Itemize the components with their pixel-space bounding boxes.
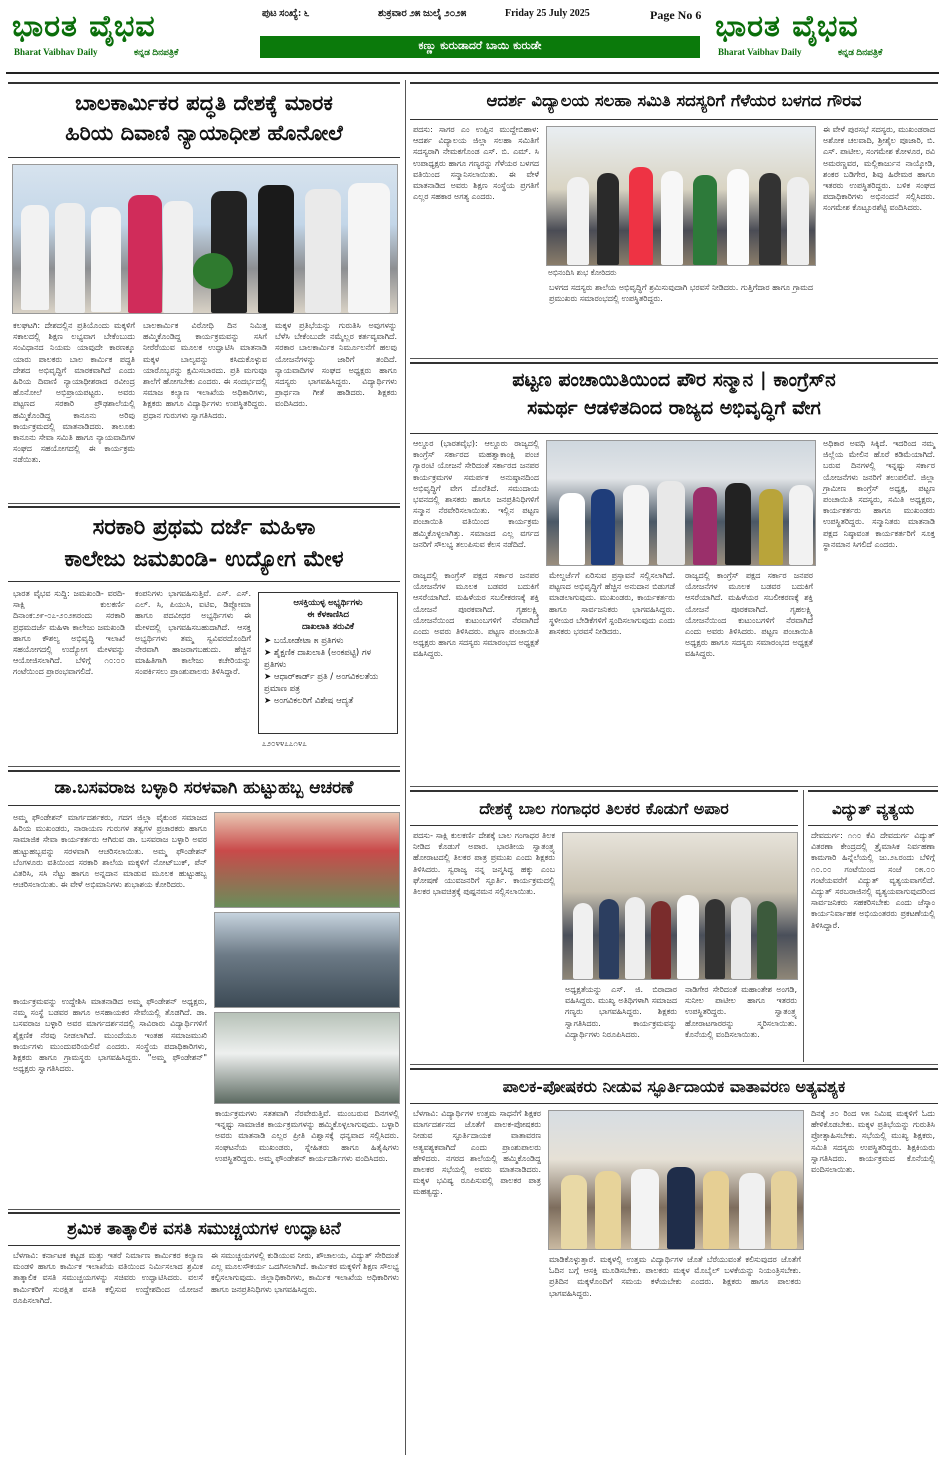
documents-item-label: ಆಧಾರ್‌ಕಾರ್ಡ್ ಪ್ರತಿ / ಅಂಗವಿಕಲತೆಯ ಪ್ರಮಾಣ ಪತ್ರ	[264, 672, 379, 694]
article-3-col-3b: ರಾಜ್ಯದಲ್ಲಿ ಕಾಂಗ್ರೆಸ್ ಪಕ್ಷದ ಸರ್ಕಾರ ಜನಪರ ಯೋಜನೆಗಳ ಮೂಲಕ ಬಡವರ ಬದುಕಿಗೆ ಆಸರೆಯಾಗಿದೆ. ಮಹಿಳೆಯರ ಸಬಲೀಕರಣಕ್ಕೆ ಶಕ್ತಿ ಯೋಜನೆ ಪೂರಕವಾಗಿದೆ. ಗೃಹಲಕ್ಷ್ಮಿ ಯೋಜನೆಯಿಂದ ಕುಟುಂಬಗಳಿಗೆ ನೆರವಾಗಿದೆ ಎಂದು ಅವರು ತಿಳಿಸಿದರು. ಪಟ್ಟಣ ಪಂಚಾಯಿತಿ ಅಧ್ಯಕ್ಷರು ಹಾಗೂ ಸದಸ್ಯರು ಸಮಾರಂಭದ ಅಧ್ಯಕ್ಷತೆ ವಹಿಸಿದ್ದರು.	[685, 571, 813, 659]
article-9-col-1: ಬೆಳಗಾವಿ: ಕರ್ನಾಟಕ ಕಟ್ಟಡ ಮತ್ತು ಇತರೆ ನಿರ್ಮಾಣ ಕಾರ್ಮಿಕರ ಕಲ್ಯಾಣ ಮಂಡಳಿ ಹಾಗೂ ಕಾರ್ಮಿಕ ಇಲಾಖೆಯ ವತಿಯಿಂದ ನಿರ್ಮಿಸಲಾದ ಶ್ರಮಿಕ ತಾತ್ಕಾಲಿಕ ವಸತಿ ಸಮುಚ್ಚಯಗಳನ್ನು ಸಚಿವರು ಉದ್ಘಾಟಿಸಿದರು. ವಲಸೆ ಕಾರ್ಮಿಕರಿಗೆ ಸುರಕ್ಷಿತ ವಸತಿ ಕಲ್ಪಿಸುವ ಉದ್ದೇಶದಿಂದ ಯೋಜನೆ ರೂಪಿಸಲಾಗಿದೆ.	[13, 1251, 203, 1305]
documents-box-item: ➤ ಬಯೋಡೇಟಾ ೫ ಪ್ರತಿಗಳು	[264, 636, 344, 646]
article-5-photo-2	[214, 912, 400, 1008]
masthead-subtitle-en-right: Bharat Vaibhav Daily	[718, 47, 802, 57]
masthead-subtitle-kn-left: ಕನ್ನಡ ದಿನಪತ್ರಿಕೆ	[134, 47, 179, 57]
article-6-photo	[562, 832, 798, 980]
article-5-top-text: ಅಮ್ಮ ಫೌಂಡೇಶನ್ ಮಾರ್ಗದರ್ಶಕರು, ಗದಗ ಜಿಲ್ಲಾ ವೈಕುಂಠ ಸಮಾಜದ ಹಿರಿಯ ಮುಖಂಡರು, ನಾರಾಯಣ ಗುರುಗಳ ತತ್ವಗಳ ಪ್ರಚಾರಕರು ಹಾಗೂ ಸಾಮಾಜಿಕ ಸೇವಾ ಕಾರ್ಯಕರ್ತರು ಆಗಿರುವ ಡಾ. ಬಸವರಾಜ ಬಳ್ಳಾರಿ ಅವರ ಹುಟ್ಟುಹಬ್ಬವನ್ನು ಸರಳವಾಗಿ ಆಚರಿಸಲಾಯಿತು. ಅಮ್ಮ ಫೌಂಡೇಶನ್ ಬೆಂಗಳೂರು ವತಿಯಿಂದ ಸರಕಾರಿ ಶಾಲೆಯ ಮಕ್ಕಳಿಗೆ ನೋಟ್‌ಬುಕ್, ಪೆನ್ ವಿತರಿಸಿ, ಸಸಿ ನೆಟ್ಟು ಹಾಗೂ ಅನ್ನದಾನ ಮಾಡುವ ಮೂಲಕ ಹುಟ್ಟುಹಬ್ಬ ಆಚರಿಸಲಾಯಿತು. ಈ ವೇಳೆ ಅಭಿಮಾನಿಗಳು ಶುಭಾಶಯ ಕೋರಿದರು.	[13, 813, 207, 890]
documents-item-label: ಬಯೋಡೇಟಾ ೫ ಪ್ರತಿಗಳು	[273, 636, 344, 646]
article-8-photo	[548, 1110, 804, 1250]
article-4-headline-line1: ಸರಕಾರಿ ಪ್ರಥಮ ದರ್ಜೆ ಮಹಿಳಾ	[92, 514, 316, 540]
article-7-headline: ವಿದ್ಯುತ್ ವ್ಯತ್ಯಯ	[831, 800, 915, 818]
article-3-headline-line2: ಸಮರ್ಥ ಆಡಳಿತದಿಂದ ರಾಜ್ಯದ ಅಭಿವೃದ್ಧಿಗೆ ವೇಗ	[527, 396, 821, 419]
article-5-photo-3	[214, 1012, 400, 1104]
documents-box-item: ➤ ಅಂಗವಿಕಲರಿಗೆ ವಿಶೇಷ ಆದ್ಯತೆ	[264, 696, 354, 706]
article-4-col-2: ಕಂಪನಿಗಳು ಭಾಗವಹಿಸುತ್ತಿವೆ. ಎಸ್. ಎಸ್. ಎಲ್. ಸಿ, ಪಿಯುಸಿ, ಐಟಿಐ, ಡಿಪ್ಲೋಮಾ ಹಾಗೂ ಪದವೀಧರ ಅಭ್ಯರ್ಥಿಗಳು ಈ ಮೇಳದಲ್ಲಿ ಭಾಗವಹಿಸಬಹುದಾಗಿದೆ. ಆಸಕ್ತ ಅಭ್ಯರ್ಥಿಗಳು ತಮ್ಮ ಸ್ವವಿವರದೊಂದಿಗೆ ನೇರವಾಗಿ ಹಾಜರಾಗಬಹುದು. ಹೆಚ್ಚಿನ ಮಾಹಿತಿಗಾಗಿ ಕಾಲೇಜು ಕಚೇರಿಯನ್ನು ಸಂಪರ್ಕಿಸಲು ಪ್ರಾಂಶುಪಾಲರು ತಿಳಿಸಿದ್ದಾರೆ.	[135, 589, 251, 677]
documents-box-item: ➤ ಆಧಾರ್‌ಕಾರ್ಡ್ ಪ್ರತಿ / ಅಂಗವಿಕಲತೆಯ ಪ್ರಮಾಣ ಪತ್ರ	[264, 672, 379, 694]
page-column-divider	[405, 80, 406, 1455]
article-1-headline-box	[8, 82, 400, 158]
article-3-col-3: ಮೇಲ್ದರ್ಜೆಗೆ ಏರಿಸುವ ಪ್ರಸ್ತಾವನೆ ಸಲ್ಲಿಸಲಾಗಿದೆ. ಪಟ್ಟಣದ ಅಭಿವೃದ್ಧಿಗೆ ಹೆಚ್ಚಿನ ಅನುದಾನ ಬಿಡುಗಡೆ ಮಾಡಲಾಗುವುದು. ಮುಖಂಡರು, ಕಾರ್ಯಕರ್ತರು ಹಾಗೂ ಸಾರ್ವಜನಿಕರು ಭಾಗವಹಿಸಿದ್ದರು. ಸ್ಥಳೀಯರ ಬೇಡಿಕೆಗಳಿಗೆ ಸ್ಪಂದಿಸಲಾಗುವುದು ಎಂದು ಶಾಸಕರು ಭರವಸೆ ನೀಡಿದರು.	[549, 571, 675, 637]
documents-box-item: ➤ ಶೈಕ್ಷಣಿಕ ದಾಖಲಾತಿ (ಅಂಕಪಟ್ಟಿ) ಗಳ ಪ್ರತಿಗಳು	[264, 648, 372, 670]
article-3-headline-box	[410, 362, 938, 434]
article-8-col-3: ದಿನಕ್ಕೆ ೨೦ ರಿಂದ ೪೫ ನಿಮಿಷ ಮಕ್ಕಳಿಗೆ ಓದು ಹೇಳಿಕೊಡಬೇಕು. ಮಕ್ಕಳ ಪ್ರತಿಭೆಯನ್ನು ಗುರುತಿಸಿ ಪ್ರೋತ್ಸಾಹಿಸಬೇಕು. ಸಭೆಯಲ್ಲಿ ಮುಖ್ಯ ಶಿಕ್ಷಕರು, ಸಮಿತಿ ಸದಸ್ಯರು ಉಪಸ್ಥಿತರಿದ್ದರು. ಶಿಕ್ಷಕಿಯರು ಸ್ವಾಗತಿಸಿದರು. ಕಾರ್ಯಕ್ರಮದ ಕೊನೆಯಲ್ಲಿ ವಂದಿಸಲಾಯಿತು.	[811, 1109, 935, 1175]
article-3-col-1: ಆಲ್ದೂರ (ಭಾರತವೈಭ): ಆಲ್ದೂರು ರಾಜ್ಯದಲ್ಲಿ ಕಾಂಗ್ರೆಸ್ ಸರ್ಕಾರದ ಮಹತ್ವಾಕಾಂಕ್ಷಿ ಪಂಚ ಗ್ಯಾರಂಟಿ ಯೋಜನೆ ಸೇರಿದಂತೆ ಸರ್ಕಾರದ ಜನಪರ ಕಾರ್ಯಕ್ರಮಗಳ ಸಮರ್ಪಕ ಅನುಷ್ಠಾನದಿಂದ ಅಭಿವೃದ್ಧಿಗೆ ವೇಗ ದೊರೆತಿದೆ. ಸಮುದಾಯ ಭವನದಲ್ಲಿ ಶಾಸಕರು ಹಾಗೂ ಜನಪ್ರತಿನಿಧಿಗಳಿಗೆ ಸನ್ಮಾನ ನೆರವೇರಿಸಲಾಯಿತು. ಇಲ್ಲಿನ ಪಟ್ಟಣ ಪಂಚಾಯಿತಿ ವತಿಯಿಂದ ಕಾರ್ಯಕ್ರಮ ಹಮ್ಮಿಕೊಳ್ಳಲಾಗಿತ್ತು. ಸಮಾಜದ ಎಲ್ಲ ವರ್ಗದ ಜನರಿಗೆ ಸೌಲಭ್ಯ ತಲುಪಿಸುವ ಕೆಲಸ ನಡೆದಿದೆ.	[413, 439, 539, 549]
article-9-col-2: ಈ ಸಮುಚ್ಚಯಗಳಲ್ಲಿ ಕುಡಿಯುವ ನೀರು, ಶೌಚಾಲಯ, ವಿದ್ಯುತ್ ಸೇರಿದಂತೆ ಎಲ್ಲ ಮೂಲಸೌಕರ್ಯ ಒದಗಿಸಲಾಗಿದೆ. ಕಾರ್ಮಿಕರ ಮಕ್ಕಳಿಗೆ ಶಿಕ್ಷಣ ಸೌಲಭ್ಯ ಕಲ್ಪಿಸಲಾಗುವುದು. ಜಿಲ್ಲಾಧಿಕಾರಿಗಳು, ಕಾರ್ಮಿಕ ಇಲಾಖೆಯ ಅಧಿಕಾರಿಗಳು ಹಾಗೂ ಜನಪ್ರತಿನಿಧಿಗಳು ಭಾಗವಹಿಸಿದ್ದರು.	[211, 1251, 399, 1294]
article-1-col-3: ಮಕ್ಕಳ ಪ್ರತಿಭೆಯನ್ನು ಗುರುತಿಸಿ ಅವುಗಳನ್ನು ಬೆಳೆಸಿ ಬೇಕೆಂಬುದೇ ನಮ್ಮೆಲ್ಲರ ಕರ್ತವ್ಯವಾಗಿದೆ. ಸರಕಾರ ಬಾಲಕಾರ್ಮಿಕ ನಿರ್ಮೂಲನೆಗೆ ಹಲವು ಯೋಜನೆಗಳನ್ನು ಜಾರಿಗೆ ತಂದಿದೆ. ನ್ಯಾಯವಾದಿಗಳ ಸಂಘದ ಅಧ್ಯಕ್ಷರು ಹಾಗೂ ಸದಸ್ಯರು ಭಾಗವಹಿಸಿದ್ದರು. ವಿದ್ಯಾರ್ಥಿಗಳು ಪ್ರಾರ್ಥನಾ ಗೀತೆ ಹಾಡಿದರು. ಶಿಕ್ಷಕರು ವಂದಿಸಿದರು.	[275, 321, 397, 409]
article-5-headline-box	[8, 770, 400, 806]
article-1-col-1: ಕಲಘಟಗಿ: ದೇಶದಲ್ಲಿನ ಪ್ರತಿಯೊಂದು ಮಕ್ಕಳಿಗೆ ಸಕಾಲದಲ್ಲಿ ಶಿಕ್ಷಣ ಲಭ್ಯವಾಗ ಬೇಕೆಂಬುದು ಸಂವಿಧಾನದ ನಿಯಮ ಯಾವುದೇ ಕಾರಣಕ್ಕೂ ಯಾರು ಪಾಲಕರು ಬಾಲ ಕಾರ್ಮಿಕ ಪದ್ಧತಿ ದೇಶದ ಅಭಿವೃದ್ಧಿಗೆ ಮಾರಕವಾಗಿದೆ ಎಂದು ಹಿರಿಯ ದಿವಾಣಿ ನ್ಯಾಯಾಧೀಶರಾದ ರವೀಂದ್ರ ಹೊನೋಲೆ ಅಭಿಪ್ರಾಯಪಟ್ಟರು. ಅವರು ಪಟ್ಟಣದ ಸರಕಾರಿ ಪ್ರೌಢಶಾಲೆಯಲ್ಲಿ ಹಮ್ಮಿಕೊಂಡಿದ್ದ ಕಾನೂನು ಅರಿವು ಕಾರ್ಯಕ್ರಮದಲ್ಲಿ ಮಾತನಾಡಿದರು. ತಾಲೂಕು ಕಾನೂನು ಸೇವಾ ಸಮಿತಿ ಹಾಗೂ ನ್ಯಾಯವಾದಿಗಳ ಸಂಘದ ಸಹಯೋಗದಲ್ಲಿ ಈ ಕಾರ್ಯಕ್ರಮ ನಡೆಯಿತು.	[13, 321, 135, 465]
article-8-headline: ಪಾಲಕ-ಪೋಷಕರು ನೀಡುವ ಸ್ಫೂರ್ತಿದಾಯಕ ವಾತಾವರಣ ಅತ್ಯವಶ್ಯಕ	[502, 1077, 846, 1096]
tagline-bar: ಕಣ್ಣು ಕುರುಡಾದರೆ ಬಾಯಿ ಕುರುಡೇ	[260, 36, 700, 58]
article-3-col-2: ರಾಜ್ಯದಲ್ಲಿ ಕಾಂಗ್ರೆಸ್ ಪಕ್ಷದ ಸರ್ಕಾರ ಜನಪರ ಯೋಜನೆಗಳ ಮೂಲಕ ಬಡವರ ಬದುಕಿಗೆ ಆಸರೆಯಾಗಿದೆ. ಮಹಿಳೆಯರ ಸಬಲೀಕರಣಕ್ಕೆ ಶಕ್ತಿ ಯೋಜನೆ ಪೂರಕವಾಗಿದೆ. ಗೃಹಲಕ್ಷ್ಮಿ ಯೋಜನೆಯಿಂದ ಕುಟುಂಬಗಳಿಗೆ ನೆರವಾಗಿದೆ ಎಂದು ಅವರು ತಿಳಿಸಿದರು. ಪಟ್ಟಣ ಪಂಚಾಯಿತಿ ಅಧ್ಯಕ್ಷರು ಹಾಗೂ ಸದಸ್ಯರು ಸಮಾರಂಭದ ಅಧ್ಯಕ್ಷತೆ ವಹಿಸಿದ್ದರು.	[413, 571, 539, 659]
rule-left-2	[8, 766, 400, 767]
rule-right-3	[410, 1064, 938, 1065]
article-8-headline-box	[410, 1068, 938, 1104]
article-8-col-1: ಬೆಳಗಾವಿ: ವಿದ್ಯಾರ್ಥಿಗಳ ಉತ್ತಮ ಸಾಧನೆಗೆ ಶಿಕ್ಷಕರ ಮಾರ್ಗದರ್ಶನದ ಜೊತೆಗೆ ಪಾಲಕ-ಪೋಷಕರು ನೀಡುವ ಸ್ಫೂರ್ತಿದಾಯಕ ವಾತಾವರಣ ಅತ್ಯವಶ್ಯಕವಾಗಿದೆ ಎಂದು ಪ್ರಾಂಶುಪಾಲರು ಹೇಳಿದರು. ನಗರದ ಶಾಲೆಯಲ್ಲಿ ಹಮ್ಮಿಕೊಂಡಿದ್ದ ಪಾಲಕರ ಸಭೆಯಲ್ಲಿ ಅವರು ಮಾತನಾಡಿದರು. ಮಕ್ಕಳ ಭವಿಷ್ಯ ರೂಪಿಸುವಲ್ಲಿ ಪಾಲಕರ ಪಾತ್ರ ಮಹತ್ವದ್ದು.	[413, 1109, 541, 1197]
article-3-headline-line1: ಪಟ್ಟಣ ಪಂಚಾಯಿತಿಯಿಂದ ಪೌರ ಸನ್ಮಾನ | ಕಾಂಗ್ರೆಸ್‌ನ	[512, 369, 836, 391]
documents-box-title-3: ದಾಖಲಾತಿ ತರುವಿಕೆ	[301, 622, 354, 632]
article-7-headline-box	[808, 790, 938, 826]
article-5-right-text: ಕಾರ್ಯಕ್ರಮಗಳು ಸತತವಾಗಿ ನೆರವೇರುತ್ತಿವೆ. ಮುಂಬರುವ ದಿನಗಳಲ್ಲಿ ಇನ್ನಷ್ಟು ಸಾಮಾಜಿಕ ಕಾರ್ಯಕ್ರಮಗಳನ್ನು ಹಮ್ಮಿಕೊಳ್ಳಲಾಗುವುದು. ಬಳ್ಳಾರಿ ಅವರು ಮಾತನಾಡಿ ಎಲ್ಲರ ಪ್ರೀತಿ ವಿಶ್ವಾಸಕ್ಕೆ ಧನ್ಯವಾದ ಸಲ್ಲಿಸಿದರು. ಸಂಘಟನೆಯ ಮುಖಂಡರು, ಸ್ನೇಹಿತರು ಹಾಗೂ ಹಿತೈಷಿಗಳು ಉಪಸ್ಥಿತರಿದ್ದರು. ಅಮ್ಮ ಫೌಂಡೇಶನ್ ಕಾರ್ಯದರ್ಶಿಗಳು ವಂದಿಸಿದರು.	[215, 1109, 399, 1163]
documents-box-title-1: ಆಸಕ್ತಿಯುಳ್ಳ ಅಭ್ಯರ್ಥಿಗಳು	[293, 598, 363, 608]
article-1-headline-line2: ಹಿರಿಯ ದಿವಾಣಿ ನ್ಯಾಯಾಧೀಶ ಹೊನೋಲೆ	[65, 120, 343, 146]
article-6-headline: ದೇಶಕ್ಕೆ ಬಾಲ ಗಂಗಾಧರ ತಿಲಕರ ಕೊಡುಗೆ ಅಪಾರ	[479, 799, 729, 818]
article-7-body: ದೇವದುರ್ಗ: ೧೧೦ ಕೆವಿ ದೇವದುರ್ಗ ವಿದ್ಯುತ್ ವಿತರಣಾ ಕೇಂದ್ರದಲ್ಲಿ ತ್ರೈಮಾಸಿಕ ನಿರ್ವಹಣಾ ಕಾಮಗಾರಿ ಹಿನ್ನೆಲೆಯಲ್ಲಿ ಜು.೨೬ರಂದು ಬೆಳಿಗ್ಗೆ ೧೦.೦೦ ಗಂಟೆಯಿಂದ ಸಂಜೆ ೦೫.೦೦ ಗಂಟೆಯವರೆಗೆ ವಿದ್ಯುತ್ ವ್ಯತ್ಯಯವಾಗಲಿದೆ. ವಿದ್ಯುತ್ ಸರಬರಾಜಿನಲ್ಲಿ ವ್ಯತ್ಯಯವಾಗುವುದರಿಂದ ಸಾರ್ವಜನಿಕರು ಸಹಕರಿಸಬೇಕು ಎಂದು ಜೆಸ್ಕಾಂ ಕಾರ್ಯನಿರ್ವಾಹಕ ಅಭಿಯಂತರರು ಪ್ರಕಟಣೆಯಲ್ಲಿ ತಿಳಿಸಿದ್ದಾರೆ.	[811, 831, 935, 930]
article-4-headline-line2: ಕಾಲೇಜು ಜಮಖಂಡಿ- ಉದ್ಯೋಗ ಮೇಳ	[64, 545, 344, 572]
article-6-col-2: ಅಧ್ಯಕ್ಷತೆಯನ್ನು ಎಸ್. ಜಿ. ಬಿರಾದಾರ ವಹಿಸಿದ್ದರು. ಮುಖ್ಯ ಅತಿಥಿಗಳಾಗಿ ಸಮಾಜದ ಗಣ್ಯರು ಭಾಗವಹಿಸಿದ್ದರು. ಶಿಕ್ಷಕರು ಸ್ವಾಗತಿಸಿದರು. ಕಾರ್ಯಕ್ರಮವನ್ನು ವಿದ್ಯಾರ್ಥಿಗಳು ನಿರೂಪಿಸಿದರು.	[565, 985, 677, 1039]
article-2-headline-box	[410, 82, 938, 120]
article-1-col-2: ಬಾಲಕಾರ್ಮಿಕ ವಿರೋಧಿ ದಿನ ನಿಮಿತ್ತ ಹಮ್ಮಿಕೊಂಡಿದ್ದ ಕಾರ್ಯಕ್ರಮವನ್ನು ಸಸಿಗೆ ನೀರೆರೆಯುವ ಮೂಲಕ ಉದ್ಘಾಟಿಸಿ ಮಾತನಾಡಿ ಮಕ್ಕಳ ಬಾಲ್ಯವನ್ನು ಕಸಿದುಕೊಳ್ಳುವ ಯಾರೊಬ್ಬರನ್ನು ಕ್ಷಮಿಸಬಾರದು. ಪ್ರತಿ ಮಗುವೂ ಶಾಲೆಗೆ ಹೋಗಬೇಕು ಎಂದರು. ಈ ಸಂದರ್ಭದಲ್ಲಿ ಸಮಾಜ ಕಲ್ಯಾಣ ಇಲಾಖೆಯ ಅಧಿಕಾರಿಗಳು, ಶಿಕ್ಷಕರು ಹಾಗೂ ವಿದ್ಯಾರ್ಥಿಗಳು ಉಪಸ್ಥಿತರಿದ್ದರು. ಪ್ರಧಾನ ಗುರುಗಳು ಸ್ವಾಗತಿಸಿದರು.	[143, 321, 267, 420]
documents-item-label: ಅಂಗವಿಕಲರಿಗೆ ವಿಶೇಷ ಆದ್ಯತೆ	[273, 696, 354, 706]
article-3-photo	[546, 440, 816, 566]
article-6-headline-box	[410, 790, 798, 826]
article-2-col-2: ಬಳಗದ ಸದಸ್ಯರು ಶಾಲೆಯ ಅಭಿವೃದ್ಧಿಗೆ ಶ್ರಮಿಸುವುದಾಗಿ ಭರವಸೆ ನೀಡಿದರು. ಗುತ್ತಿಗೆದಾರ ಹಾಗೂ ಗ್ರಾಮದ ಪ್ರಮುಖರು ಸಮಾರಂಭದಲ್ಲಿ ಉಪಸ್ಥಿತರಿದ್ದರು.	[549, 283, 813, 304]
article-4-headline-box	[8, 506, 400, 582]
documents-box-title-2: ಈ ಕೆಳಕಾಣಿಸಿದ	[307, 610, 349, 620]
article-3-col-4: ಅಧಿಕಾರ ಅವಧಿ ಸಿಕ್ಕಿದೆ. ಇದರಿಂದ ನಮ್ಮ ಜಿಲ್ಲೆಯ ಮೇಲಿನ ಹೊರೆ ಕಡಿಮೆಯಾಗಿದೆ. ಬರುವ ದಿನಗಳಲ್ಲಿ ಇನ್ನಷ್ಟು ಸರ್ಕಾರ ಯೋಜನೆಗಳು ಜನರಿಗೆ ತಲುಪಲಿವೆ. ಜಿಲ್ಲಾ ಗ್ರಾಮೀಣ ಕಾಂಗ್ರೆಸ್ ಅಧ್ಯಕ್ಷ, ಪಟ್ಟಣ ಪಂಚಾಯಿತಿ ಸದಸ್ಯರು, ಸಮಿತಿ ಅಧ್ಯಕ್ಷರು, ಕಾರ್ಯಕರ್ತರು ಹಾಗೂ ಮುಖಂಡರು ಉಪಸ್ಥಿತರಿದ್ದರು. ಸನ್ಮಾನಿತರು ಮಾತನಾಡಿ ಪಕ್ಷದ ನಿಷ್ಠಾವಂತ ಕಾರ್ಯಕರ್ತರಿಗೆ ಸೂಕ್ತ ಸ್ಥಾನಮಾನ ಸಿಗಲಿದೆ ಎಂದರು.	[823, 439, 935, 549]
page-number: Page No 6	[650, 8, 702, 22]
date-kannada: ಶುಕ್ರವಾರ ೨೫ ಜುಲೈ ೨೦೨೫	[378, 8, 467, 19]
article-5-photo-1	[214, 812, 400, 908]
rule-left-1	[8, 503, 400, 504]
article-6-col-1: ಪದಸು- ಸಾಕ್ಷಿ ಕುಲಕರ್ಣಿ ದೇಶಕ್ಕೆ ಬಾಲ ಗಂಗಾಧರ ತಿಲಕ ನೀಡಿದ ಕೊಡುಗೆ ಅಪಾರ. ಭಾರತೀಯ ಸ್ವಾತಂತ್ರ್ಯ ಹೋರಾಟದಲ್ಲಿ ತಿಲಕರ ಪಾತ್ರ ಪ್ರಮುಖ ಎಂದು ಶಿಕ್ಷಕರು ತಿಳಿಸಿದರು. ಸ್ವರಾಜ್ಯ ನನ್ನ ಜನ್ಮಸಿದ್ಧ ಹಕ್ಕು ಎಂಬ ಘೋಷಣೆ ಯುವಜನರಿಗೆ ಸ್ಫೂರ್ತಿ. ಕಾರ್ಯಕ್ರಮದಲ್ಲಿ ತಿಲಕರ ಭಾವಚಿತ್ರಕ್ಕೆ ಪುಷ್ಪನಮನ ಸಲ್ಲಿಸಲಾಯಿತು.	[413, 831, 555, 897]
article-4-footer-phone: ೭೨೦೪೪೭೭೧೪೭	[262, 739, 307, 748]
article-8-col-2: ಮಾಡಿಕೊಳ್ಳುತ್ತಾರೆ. ಮಕ್ಕಳಲ್ಲಿ ಉತ್ತಮ ವಿದ್ಯಾರ್ಥಿಗಳ ಜೊತೆ ಬೆರೆಯುವಂತೆ ಕಲಿಸುವುದರ ಜೊತೆಗೆ ಓದಿನ ಬಗ್ಗೆ ಆಸಕ್ತಿ ಮೂಡಿಸಬೇಕು. ಪಾಲಕರು ಮಕ್ಕಳ ಮೊಬೈಲ್ ಬಳಕೆಯನ್ನು ನಿಯಂತ್ರಿಸಬೇಕು. ಪ್ರತಿದಿನ ಮಕ್ಕಳೊಂದಿಗೆ ಸಮಯ ಕಳೆಯಬೇಕು ಎಂದರು. ಶಿಕ್ಷಕರು ಹಾಗೂ ಪಾಲಕರು ಭಾಗವಹಿಸಿದ್ದರು.	[549, 1255, 801, 1298]
rule-left-3	[8, 1209, 400, 1210]
rule-right-2	[410, 786, 938, 787]
documents-item-label: ಶೈಕ್ಷಣಿಕ ದಾಖಲಾತಿ (ಅಂಕಪಟ್ಟಿ) ಗಳ ಪ್ರತಿಗಳು	[264, 648, 372, 670]
article-5-left-text: ಕಾರ್ಯಕ್ರಮವನ್ನು ಉದ್ದೇಶಿಸಿ ಮಾತನಾಡಿದ ಅಮ್ಮ ಫೌಂಡೇಶನ್ ಅಧ್ಯಕ್ಷರು, ನಮ್ಮ ಸಂಸ್ಥೆ ಬಡವರ ಹಾಗೂ ಅಸಹಾಯಕರ ಸೇವೆಯಲ್ಲಿ ತೊಡಗಿದೆ. ಡಾ. ಬಸವರಾಜ ಬಳ್ಳಾರಿ ಅವರ ಮಾರ್ಗದರ್ಶನದಲ್ಲಿ ಸಾವಿರಾರು ವಿದ್ಯಾರ್ಥಿಗಳಿಗೆ ಶೈಕ್ಷಣಿಕ ನೆರವು ನೀಡಲಾಗಿದೆ. ಮುಂದೆಯೂ ಇಂತಹ ಸಮಾಜಮುಖಿ ಕಾರ್ಯಗಳು ಮುಂದುವರಿಯಲಿವೆ ಎಂದರು. ಸಂಸ್ಥೆಯ ಪದಾಧಿಕಾರಿಗಳು, ಶಿಕ್ಷಕರು ಹಾಗೂ ಗ್ರಾಮಸ್ಥರು ಭಾಗವಹಿಸಿದ್ದರು. "ಅಮ್ಮ ಫೌಂಡೇಶನ್" ಅಧ್ಯಕ್ಷರು ಸ್ವಾಗತಿಸಿದರು.	[13, 997, 207, 1074]
masthead-divider	[6, 72, 939, 74]
article-2-photo-caption: ಅಭಿನಂದಿಸಿ ಶುಭ ಕೋರಿದರು	[548, 268, 617, 277]
article-7-divider	[803, 790, 804, 1062]
article-1-photo	[12, 164, 398, 314]
article-2-col-3: ಈ ವೇಳೆ ಪುರಸಭೆ ಸದಸ್ಯರು, ಮುಖಂಡರಾದ ಅಶೋಕ ಚಲವಾದಿ, ಶ್ರೀಶೈಲ ಪೂಜಾರಿ, ಬಿ. ಎಸ್. ಪಾಟೀಲ, ಸಂಗಮೇಶ ಕೋಳೂರ, ರವಿ ಅಮರಣ್ಣವರ, ಮಲ್ಲಿಕಾರ್ಜುನ ನಾಯ್ಕೋಡಿ, ಶಂಕರ ಬಡಿಗೇರ, ಶಿವು ಹಿರೇಮಠ ಹಾಗೂ ಇತರರು ಉಪಸ್ಥಿತರಿದ್ದರು. ಬಳಿಕ ಸಂಘದ ಪದಾಧಿಕಾರಿಗಳು ಅಭಿನಂದನೆ ಸಲ್ಲಿಸಿದರು. ಸಂಗಮೇಶ ಕೊಟ್ಟೂರಶೆಟ್ಟಿ ವಂದಿಸಿದರು.	[823, 125, 935, 213]
article-9-headline: ಶ್ರಮಿಕ ತಾತ್ಕಾಲಿಕ ವಸತಿ ಸಮುಚ್ಚಯಗಳ ಉದ್ಘಾಟನೆ	[67, 1219, 341, 1239]
masthead-subtitle-kn-right: ಕನ್ನಡ ದಿನಪತ್ರಿಕೆ	[838, 47, 883, 57]
article-4-col-1: ಭಾರತ ವೈಭವ ಸುದ್ದಿ: ಜಮಖಂಡಿ- ವರದಿ- ಸಾಕ್ಷಿ ಕುಲಕರ್ಣಿ ದಿನಾಂಕ:೨೯-೦೭-೨೦೨೫ರಂದು ಸರಕಾರಿ ಪ್ರಥಮದರ್ಜೆ ಮಹಿಳಾ ಕಾಲೇಜು ಜಮಖಂಡಿ ಹಾಗೂ ಕೌಶಲ್ಯ ಅಭಿವೃದ್ಧಿ ಇಲಾಖೆ ಸಹಯೋಗದಲ್ಲಿ ಉದ್ಯೋಗ ಮೇಳವನ್ನು ಆಯೋಜಿಸಲಾಗಿದೆ. ಬೆಳಿಗ್ಗೆ ೧೦:೦೦ ಗಂಟೆಯಿಂದ ಪ್ರಾರಂಭವಾಗಲಿದೆ.	[13, 589, 125, 677]
article-9-headline-box	[8, 1212, 400, 1246]
article-5-headline: ಡಾ.ಬಸವರಾಜ ಬಳ್ಳಾರಿ ಸರಳವಾಗಿ ಹುಟ್ಟುಹಬ್ಬ ಆಚರಣೆ	[54, 778, 354, 798]
masthead-logo-right: ಭಾರತ ವೈಭವ	[715, 9, 859, 44]
issue-number: ಪುಟ ಸಂಖ್ಯೆ: ೬	[262, 8, 310, 19]
article-1-headline-line1: ಬಾಲಕಾರ್ಮಿಕರ ಪದ್ಧತಿ ದೇಶಕ್ಕೆ ಮಾರಕ	[75, 90, 333, 115]
masthead-logo-left: ಭಾರತ ವೈಭವ	[12, 9, 156, 44]
article-4-documents-box	[258, 592, 398, 734]
article-2-headline: ಆದರ್ಶ ವಿದ್ಯಾಲಯ ಸಲಹಾ ಸಮಿತಿ ಸದಸ್ಯರಿಗೆ ಗೆಳೆಯರ ಬಳಗದ ಗೌರವ	[486, 91, 862, 110]
article-2-col-1: ಪದಸು: ಸಾಗರ ಎಂ ಉಪ್ಪಿನ ಮುದ್ದೇಬಿಹಾಳ: ಆದರ್ಶ ವಿದ್ಯಾಲಯ ಜಿಲ್ಲಾ ಸಲಹಾ ಸಮಿತಿಗೆ ಸದಸ್ಯರಾಗಿ ನೇಮಕಗೊಂಡ ಎಸ್. ಬಿ. ಎಮ್. ಸಿ ಉಪಾಧ್ಯಕ್ಷರು ಹಾಗೂ ಗಣ್ಯರನ್ನು ಗೆಳೆಯರ ಬಳಗದ ವತಿಯಿಂದ ಸನ್ಮಾನಿಸಲಾಯಿತು. ಈ ವೇಳೆ ಮಾತನಾಡಿದ ಅವರು ಶಿಕ್ಷಣ ಸಂಸ್ಥೆಯ ಪ್ರಗತಿಗೆ ಎಲ್ಲರ ಸಹಕಾರ ಅಗತ್ಯ ಎಂದರು.	[413, 125, 539, 202]
masthead-subtitle-en-left: Bharat Vaibhav Daily	[14, 47, 98, 57]
rule-right-1	[410, 358, 938, 359]
date-english: Friday 25 July 2025	[505, 8, 590, 19]
article-6-col-3: ನಾಡಿಗೇರ ಸೇರಿದಂತೆ ಮಹಾಂತೇಶ ಅಂಗಡಿ, ಸುನೀಲ ಪಾಟೀಲ ಹಾಗೂ ಇತರರು ಉಪಸ್ಥಿತರಿದ್ದರು. ಸ್ವಾತಂತ್ರ್ಯ ಹೋರಾಟಗಾರರನ್ನು ಸ್ಮರಿಸಲಾಯಿತು. ಕೊನೆಯಲ್ಲಿ ವಂದಿಸಲಾಯಿತು.	[685, 985, 797, 1039]
article-2-photo	[546, 126, 816, 266]
